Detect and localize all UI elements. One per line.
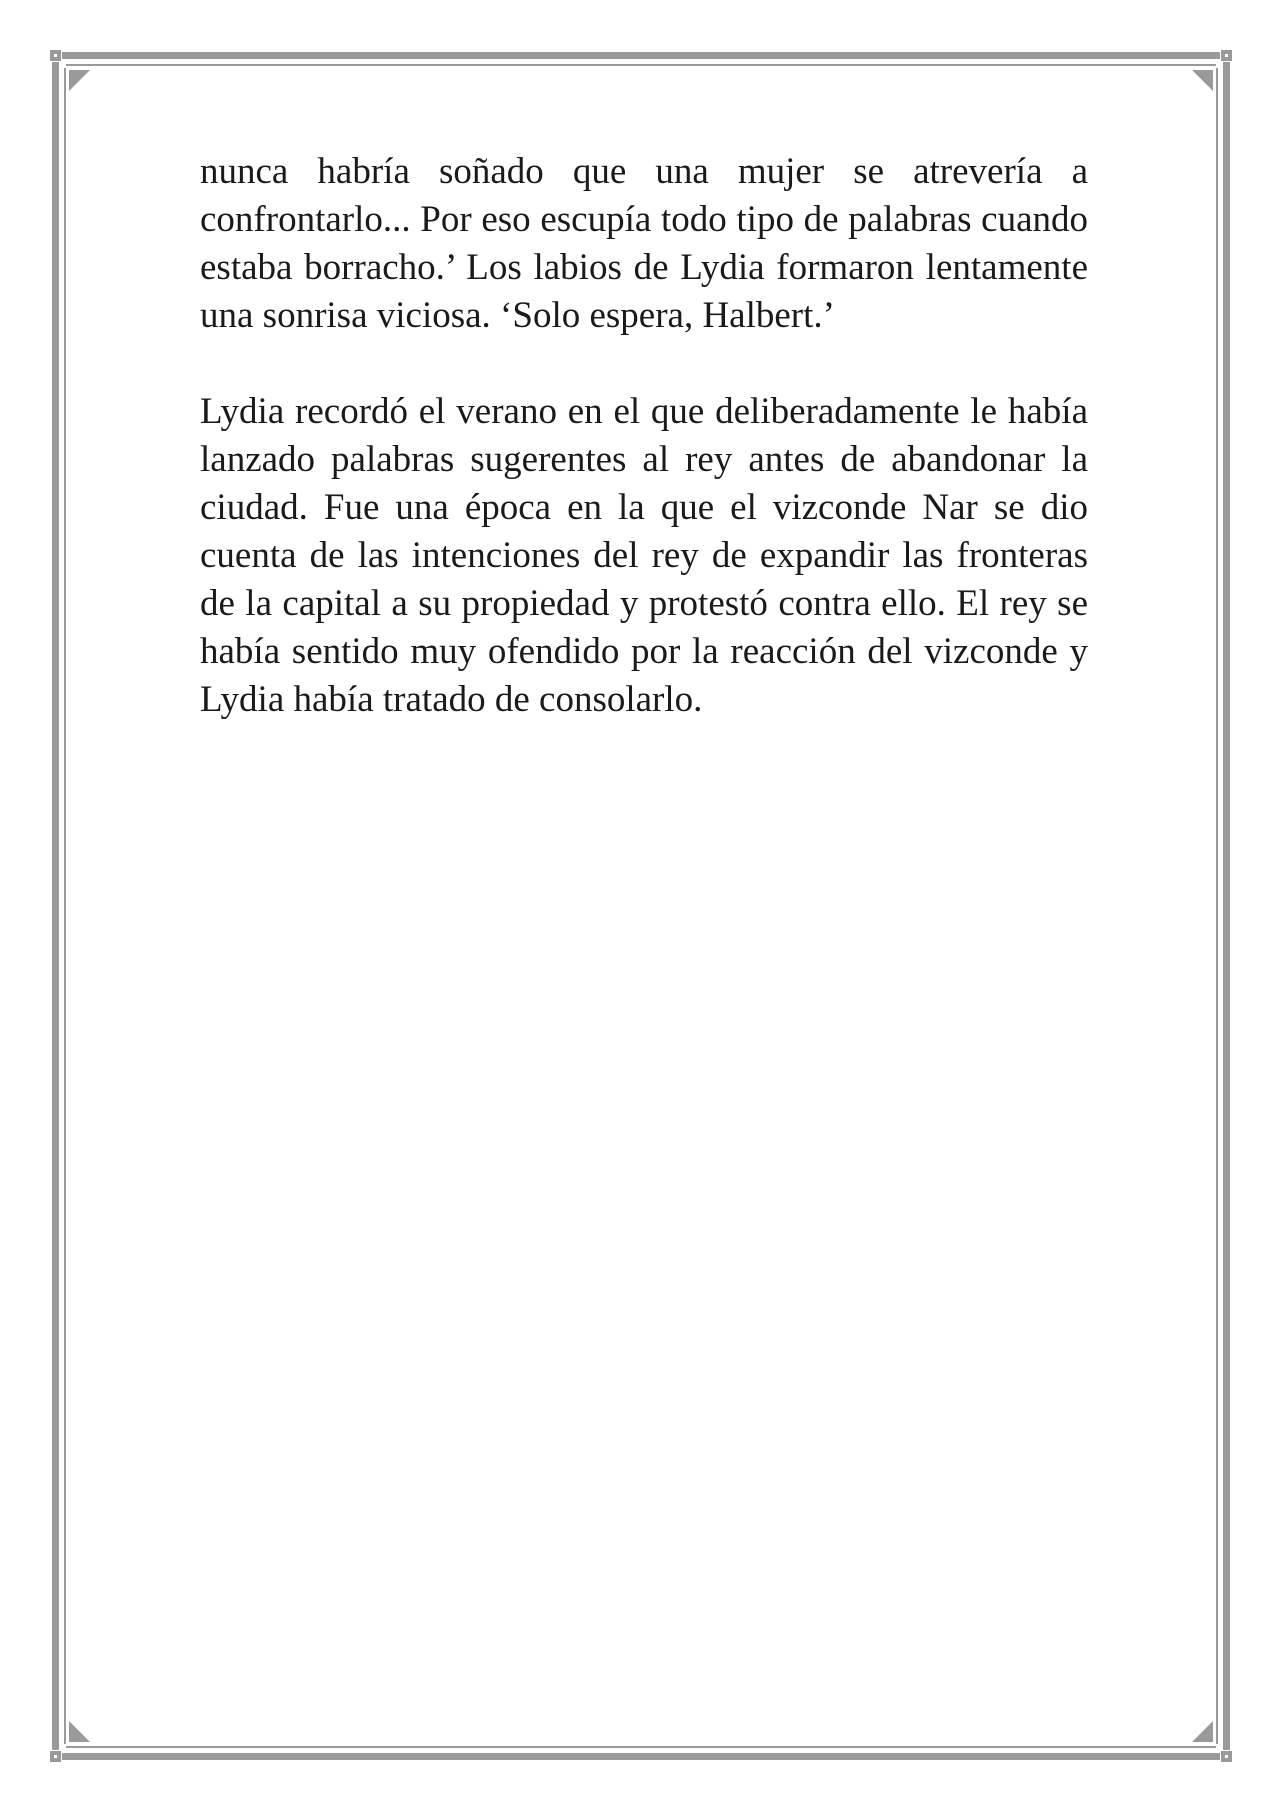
- corner-triangle-br: [1192, 1721, 1213, 1742]
- border-right: [1223, 62, 1230, 1750]
- border-left: [52, 62, 59, 1750]
- paragraph-1: nunca habría soñado que una mujer se atrevería a confrontarlo... Por eso escupía todo tipo de palabras cuando estaba borracho.’ Los labios de Lydia formaron lentamente una sonrisa viciosa. ‘Solo espera, Halbert.’: [200, 151, 1088, 336]
- corner-triangle-tl: [69, 70, 90, 91]
- border-bottom: [62, 1753, 1220, 1760]
- paragraph-2: Lydia recordó el verano en el que deliberadamente le había lanzado palabras sugerentes al rey antes de abandonar la ciudad. Fue una época en la que el vizconde Nar se dio cuenta de las intenciones del rey de expandir las fronteras de la capital a su propiedad y protestó contra ello. El rey se había sentido muy ofendido por la reacción del vizconde y Lydia había tratado de consolarlo.: [200, 391, 1088, 720]
- corner-triangle-tr: [1192, 70, 1213, 91]
- border-top: [62, 52, 1220, 59]
- body-text: [200, 148, 1088, 772]
- corner-triangle-bl: [69, 1721, 90, 1742]
